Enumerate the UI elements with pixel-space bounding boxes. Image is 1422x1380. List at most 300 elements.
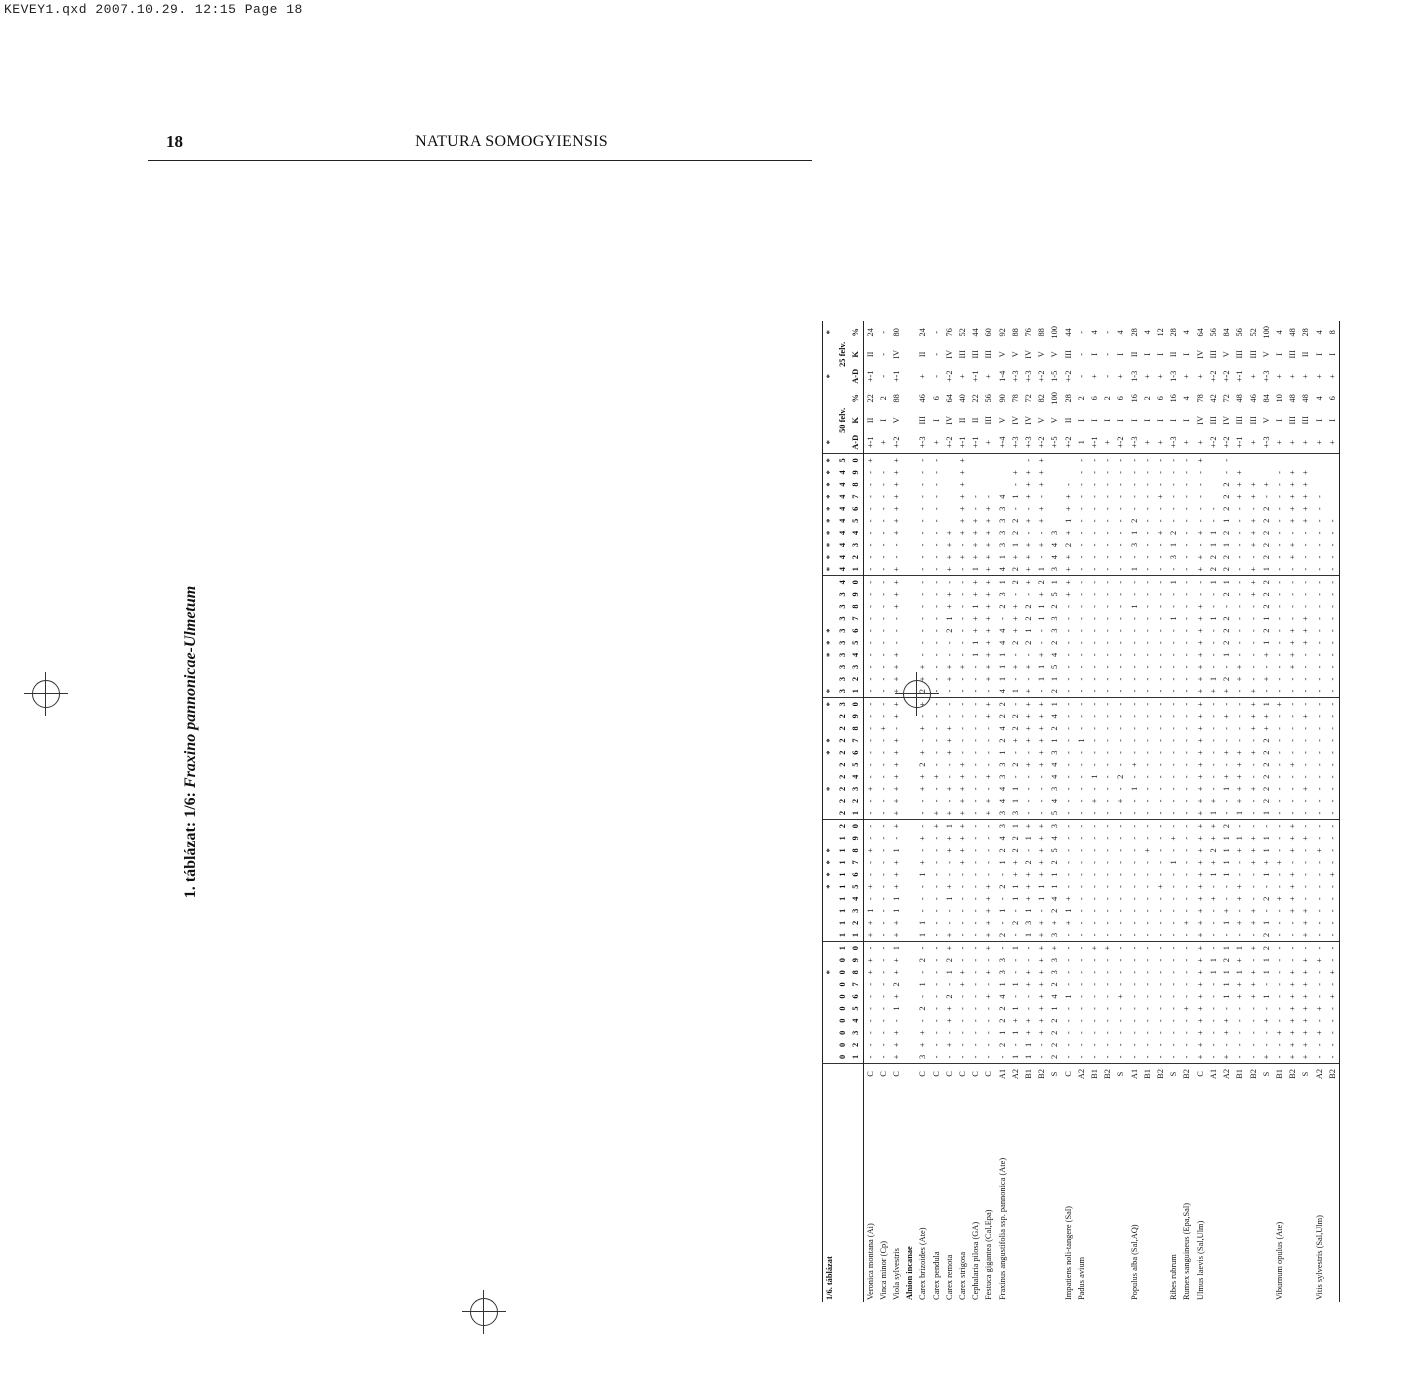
table-cell: - (931, 580, 941, 584)
table-cell: - (1063, 641, 1073, 645)
stat-cell: 48 (1235, 394, 1245, 403)
releve-star (823, 1015, 837, 1027)
table-cell: - (1169, 799, 1179, 803)
table-cell: - (1169, 653, 1179, 657)
table-cell: - (1314, 873, 1324, 876)
table-cell: - (1129, 739, 1139, 742)
table-cell: - (1090, 543, 1100, 547)
table-cell: 2 (997, 1018, 1007, 1023)
table-cell: - (1076, 495, 1086, 499)
table-cell: - (1156, 897, 1166, 901)
table-cell: - (1301, 824, 1311, 828)
table-cell: - (1261, 885, 1271, 889)
releve-star: * (823, 503, 837, 515)
table-cell: 1 (969, 563, 982, 576)
table-cell: + (958, 482, 968, 487)
stat-cell: III (1235, 350, 1245, 359)
table-cell: 2 (918, 762, 928, 767)
releve-tens: 4 (838, 518, 848, 523)
table-cell: + (892, 506, 902, 512)
table-cell: - (1114, 807, 1127, 820)
table-cell: 2 (1010, 640, 1020, 645)
table-cell: - (1326, 783, 1340, 795)
table-cell: - (1024, 1007, 1034, 1010)
table-cell: - (944, 983, 954, 986)
table-cell: - (931, 617, 941, 620)
stat-cell: 100 (1050, 392, 1060, 405)
table-cell: - (1274, 970, 1284, 974)
table-cell: 3 (997, 542, 1007, 548)
table-cell: - (1248, 641, 1258, 645)
table-cell: - (1010, 958, 1020, 962)
table-cell (1273, 454, 1286, 467)
table-cell: - (1076, 995, 1086, 998)
releve-tens: 3 (838, 640, 848, 645)
table-cell (903, 649, 916, 661)
table-cell: - (1156, 983, 1166, 986)
table-cell: - (971, 970, 981, 974)
table-cell: - (1156, 824, 1166, 828)
table-cell: - (1129, 824, 1139, 828)
table-cell: - (918, 555, 928, 559)
table-cell: - (971, 873, 981, 876)
table-cell: - (1182, 605, 1192, 608)
table-cell: + (1288, 506, 1298, 512)
stat-cell: +-2 (1207, 431, 1220, 454)
table-cell: - (1169, 824, 1179, 828)
stat-cell: - (1076, 374, 1086, 378)
stat-cell: 28 (1301, 328, 1311, 337)
releve-star: * (823, 551, 837, 563)
table-cell: + (892, 701, 902, 707)
table-cell: 1 (1050, 738, 1060, 743)
species-name (1048, 1084, 1061, 1302)
table-cell: + (1037, 592, 1047, 597)
table-cell: - (1248, 507, 1258, 511)
table-row (996, 321, 1009, 1302)
table-cell: - (878, 653, 888, 657)
table-cell: - (1182, 677, 1192, 681)
stat-cell: 1-3 (1129, 370, 1139, 382)
table-cell: + (1261, 1018, 1271, 1024)
table-cell: - (1076, 1007, 1086, 1010)
table-cell: - (1274, 495, 1284, 499)
table-cell: - (1156, 653, 1166, 657)
table-cell: - (1090, 483, 1100, 486)
releve-star (823, 759, 837, 771)
table-cell: - (1169, 507, 1179, 511)
table-cell: - (1182, 483, 1192, 486)
table-cell: + (1235, 994, 1245, 999)
releve-tens: 1 (838, 946, 848, 951)
table-cell: - (1235, 909, 1245, 913)
table-cell: - (1222, 605, 1232, 608)
releve-star: * (823, 649, 837, 661)
table-cell: - (958, 629, 968, 633)
table-cell: 2 (1222, 555, 1232, 560)
table-cell: + (944, 1018, 954, 1024)
table-cell: + (1195, 1054, 1205, 1060)
releve-tens: 1 (838, 908, 848, 913)
table-cell: - (1208, 629, 1218, 633)
table-cell: 2 (1222, 616, 1232, 621)
table-cell: - (865, 824, 875, 828)
table-cell: - (984, 873, 994, 876)
table-cell: - (865, 555, 875, 559)
journal-title: NATURA SOMOGYIENSIS (415, 133, 608, 150)
releve-tens: 2 (838, 786, 848, 791)
releve-star: * (823, 454, 837, 467)
table-cell: - (1182, 763, 1192, 767)
table-cell: 3 (1024, 920, 1034, 926)
table-cell: - (971, 702, 981, 706)
table-cell: - (1116, 507, 1126, 511)
table-cell: - (1208, 739, 1218, 742)
table-cell: + (984, 908, 994, 914)
table-cell: + (1288, 823, 1298, 829)
table-cell: + (1235, 896, 1245, 902)
table-cell: - (1314, 580, 1324, 584)
table-cell: 1 (892, 946, 902, 951)
stat-cell: - (1103, 374, 1113, 378)
table-cell: - (1208, 593, 1218, 596)
table-cell: - (1116, 958, 1126, 962)
table-cell: - (1313, 929, 1326, 942)
table-cell: - (1129, 861, 1139, 864)
table-cell: - (1116, 897, 1126, 901)
table-cell: + (1010, 664, 1020, 670)
table-cell: - (1063, 848, 1073, 852)
table-cell: - (1169, 763, 1179, 767)
table-cell: - (1182, 555, 1192, 559)
table-cell (903, 869, 916, 881)
table-cell: - (1208, 507, 1218, 511)
table-cell: - (1288, 605, 1298, 608)
table-cell: - (1156, 677, 1166, 681)
table-cell: - (878, 507, 888, 511)
table-cell: - (1274, 1007, 1284, 1010)
table-cell: + (944, 835, 954, 841)
table-cell: + (944, 1006, 954, 1011)
table-cell: - (1314, 836, 1324, 840)
table-cell: - (1090, 885, 1100, 889)
table-cell: - (1169, 751, 1179, 755)
stat-cell: 2 (1076, 396, 1086, 401)
table-cell: - (1274, 824, 1284, 828)
table-cell (903, 527, 916, 539)
table-cell: + (984, 896, 994, 902)
table-cell: + (1010, 470, 1020, 475)
table-cell: 1 (971, 604, 981, 609)
table-cell: - (878, 787, 888, 791)
table-cell: 1 (1208, 616, 1218, 621)
table-cell: - (1220, 807, 1233, 820)
table-cell: 1 (997, 982, 1007, 987)
table-cell: 1 (865, 908, 875, 913)
table-row (1286, 321, 1299, 1302)
layer-code: A1 (1128, 1064, 1141, 1085)
table-cell: - (971, 824, 981, 828)
table-cell: - (1063, 714, 1073, 718)
table-cell (1048, 454, 1061, 467)
table-cell: - (982, 685, 995, 698)
table-cell: - (1182, 580, 1192, 584)
table-cell (903, 978, 916, 990)
species-name: Vinca minor (Cp) (878, 1240, 888, 1300)
table-cell (903, 881, 916, 893)
table-cell: - (1103, 665, 1113, 669)
stat-cell: V (1050, 351, 1060, 358)
table-cell (1207, 479, 1220, 491)
releve-units: 2 (849, 1039, 863, 1051)
table-cell: - (1103, 995, 1113, 998)
table-cell: 1 (1128, 563, 1141, 576)
table-cell: - (1090, 824, 1100, 828)
table-cell: - (1103, 543, 1113, 547)
table-cell: - (1103, 531, 1113, 535)
releve-units: 4 (849, 771, 863, 783)
table-cell: - (1076, 958, 1086, 962)
table-cell: - (1288, 739, 1298, 742)
table-cell: - (958, 543, 968, 547)
table-cell: - (1235, 1019, 1245, 1023)
table-cell: - (1024, 653, 1034, 657)
table-cell: - (958, 739, 968, 742)
stat-cell: - (878, 374, 888, 378)
table-cell: - (918, 495, 928, 499)
table-cell: - (1116, 1019, 1126, 1023)
table-cell: - (1195, 519, 1205, 523)
table-cell: + (865, 969, 875, 975)
table-cell: - (1024, 507, 1034, 511)
table-cell: + (1037, 957, 1047, 963)
releve-units: 7 (849, 734, 863, 746)
species-name: Veronica montana (Ai) (865, 1223, 875, 1300)
stat-cell: +-2 (1208, 370, 1218, 383)
table-cell: - (1142, 970, 1152, 974)
table-cell: + (984, 774, 994, 780)
table-cell: + (918, 1042, 928, 1048)
stat-cell: +-1 (1088, 431, 1101, 454)
stat-cell: - (931, 330, 941, 334)
table-cell: - (1169, 593, 1179, 596)
stat-cell (903, 409, 916, 431)
table-cell: + (1288, 762, 1298, 768)
table-cell: + (943, 807, 956, 820)
table-cell: + (1247, 685, 1260, 698)
table-cell: - (931, 519, 941, 523)
table-cell: - (1182, 836, 1192, 840)
table-cell: + (892, 676, 902, 682)
table-cell: - (958, 995, 968, 998)
table-cell: - (1076, 555, 1086, 559)
table-cell: - (1062, 807, 1075, 820)
table-cell: - (1090, 751, 1100, 755)
table-cell: - (1314, 1019, 1324, 1023)
stat-cell: +-3 (916, 431, 929, 454)
table-cell: + (1024, 518, 1034, 524)
table-cell (1326, 503, 1340, 515)
table-cell: - (984, 1043, 994, 1047)
table-cell: + (1235, 798, 1245, 804)
table-cell: + (1195, 762, 1205, 768)
table-cell: + (1288, 896, 1298, 902)
table-cell: 1 (1261, 872, 1271, 877)
table-cell: - (1208, 1031, 1218, 1035)
stat-cell: +-1 (1235, 370, 1245, 383)
table-cell: - (892, 1019, 902, 1023)
table-cell: - (878, 543, 888, 547)
releve-star (823, 832, 837, 844)
table-cell: 3 (996, 807, 1009, 820)
stat-cell: I (1142, 352, 1152, 356)
table-cell: - (1169, 1007, 1179, 1010)
table-cell: - (1326, 954, 1340, 966)
layer-code: C (877, 1064, 890, 1085)
table-cell: - (1063, 873, 1073, 876)
table-cell (903, 515, 916, 527)
table-cell: + (1010, 628, 1020, 634)
table-cell: + (892, 604, 902, 609)
table-cell: - (958, 702, 968, 706)
table-cell: - (1182, 775, 1192, 779)
table-cell: + (1195, 774, 1205, 780)
species-name (1326, 1084, 1340, 1302)
releve-star (823, 771, 837, 783)
table-cell: 1 (1129, 604, 1139, 609)
table-cell: 2 (1063, 542, 1073, 548)
table-cell: - (1326, 1003, 1340, 1015)
table-cell: + (1248, 920, 1258, 926)
releve-tens: 3 (838, 664, 848, 670)
table-cell: - (1129, 653, 1139, 657)
releve-star (823, 1039, 837, 1051)
table-cell: 1 (1235, 946, 1245, 951)
table-cell: 1 (1235, 836, 1245, 841)
table-cell (903, 783, 916, 795)
table-cell: + (1195, 860, 1205, 865)
table-cell: - (1037, 1055, 1047, 1059)
table-cell: - (944, 921, 954, 925)
table-cell: - (865, 727, 875, 730)
releve-tens: 3 (838, 628, 848, 633)
stat-cell: 28 (1169, 328, 1179, 337)
table-cell: 2 (944, 958, 954, 963)
table-cell: - (918, 970, 928, 974)
table-cell: + (1248, 786, 1258, 792)
table-cell: - (1301, 653, 1311, 657)
stat-cell: III (1208, 350, 1218, 359)
species-name (1022, 1084, 1035, 1302)
table-cell: + (1037, 823, 1047, 829)
table-cell: - (1169, 458, 1179, 462)
table-cell: - (1063, 885, 1073, 889)
table-cell: - (1182, 458, 1192, 462)
table-cell: - (1063, 1019, 1073, 1023)
table-cell: - (1195, 495, 1205, 499)
table-cell: + (878, 726, 888, 731)
table-cell: - (931, 739, 941, 742)
table-cell: 1 (1010, 982, 1020, 987)
table-cell: - (1156, 629, 1166, 633)
species-name: Viola sylvestris (892, 1248, 902, 1300)
releve-units: 6 (849, 747, 863, 759)
header-stars-row (823, 321, 837, 1302)
table-cell: - (918, 471, 928, 474)
table-cell: + (1288, 1054, 1298, 1060)
table-row (1128, 321, 1141, 1302)
table-cell: 1 (1050, 676, 1060, 682)
species-name: Carex remota (944, 1254, 954, 1300)
table-cell: - (1010, 995, 1020, 998)
table-cell: - (1063, 946, 1073, 950)
stat-cell: + (1273, 431, 1286, 454)
table-cell: - (1248, 1043, 1258, 1047)
table-cell: - (865, 617, 875, 620)
table-cell: 2 (997, 702, 1007, 707)
stat-cell: 2 (1142, 396, 1152, 401)
table-cell: + (1024, 664, 1034, 670)
table-cell: - (1301, 580, 1311, 584)
table-cell (903, 625, 916, 637)
table-cell (903, 734, 916, 746)
releve-units: 5 (849, 515, 863, 527)
table-cell: - (958, 897, 968, 901)
table-cell: - (1090, 983, 1100, 986)
table-cell (903, 613, 916, 625)
table-cell: - (878, 983, 888, 986)
stat-cell: +-3 (1167, 431, 1180, 454)
table-cell: - (1248, 617, 1258, 620)
table-cell: - (1156, 665, 1166, 669)
stat-cell: V (892, 417, 902, 424)
table-cell: - (1156, 543, 1166, 547)
table-cell: - (1233, 929, 1246, 942)
species-name: Ribes rubrum (1169, 1254, 1179, 1300)
table-cell: + (1248, 969, 1258, 975)
releve-tens: 3 (836, 685, 849, 698)
releve-star (823, 576, 837, 589)
table-cell: + (1195, 823, 1205, 829)
table-cell: - (1090, 1031, 1100, 1035)
table-cell: 1 (1063, 908, 1073, 913)
layer-header (849, 1064, 863, 1085)
table-cell: 2 (918, 1006, 928, 1011)
table-cell: - (1129, 495, 1139, 499)
table-cell: + (931, 774, 941, 780)
table-cell: + (1037, 470, 1047, 475)
table-cell: + (1208, 823, 1218, 829)
layer-code: C (956, 1064, 969, 1085)
table-cell: - (1037, 909, 1047, 913)
table-cell: 2 (1261, 774, 1271, 779)
table-cell: - (1063, 653, 1073, 657)
table-cell: 2 (1222, 676, 1232, 682)
table-cell: - (918, 653, 928, 657)
stat-cell: I (1116, 418, 1126, 422)
stat-cell: III (984, 416, 994, 425)
table-cell: 2 (997, 1042, 1007, 1047)
table-cell: + (1037, 738, 1047, 743)
table-cell: 1 (1037, 884, 1047, 889)
table-cell: 1 (997, 908, 1007, 913)
table-cell: - (1116, 458, 1126, 462)
table-row (1062, 321, 1075, 1302)
table-cell: 1 (1208, 542, 1218, 548)
stat-cell: 78 (1010, 394, 1020, 403)
stat-cell: - (1103, 352, 1113, 356)
table-cell: + (1248, 908, 1258, 914)
